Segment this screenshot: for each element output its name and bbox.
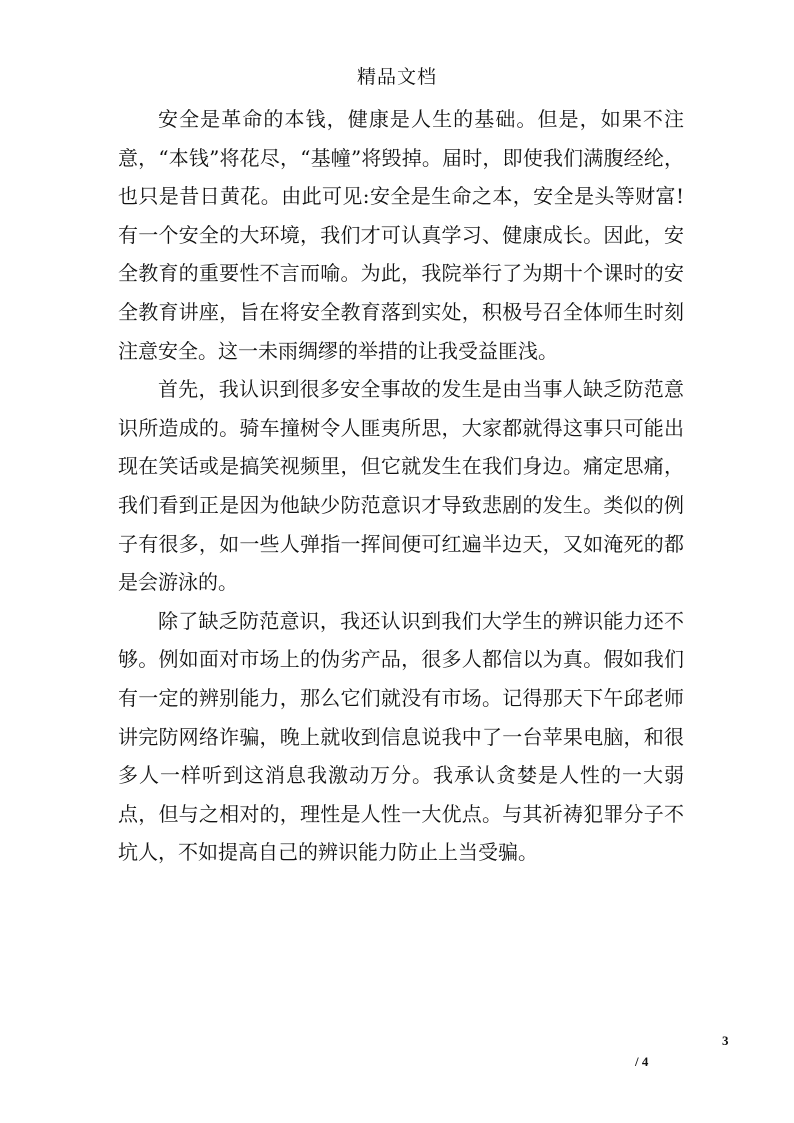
- page-header-title: 精品文档: [356, 66, 437, 88]
- paragraph-discernment: 除了缺乏防范意识，我还认识到我们大学生的辨识能力还不够。例如面对市场上的伪劣产品，很多人都信以为真。假如我们有一定的辨别能力，那么它们就没有市场。记得那天下午邱老师讲完防网络诈骗，晚上就收到信息说我中了一台苹果电脑，和很多人一样听到这消息我激动万分。我承认贪婪是人性的一大弱点，但与之相对的，理性是人性一大优点。与其祈祷犯罪分子不坑人，不如提高自己的辨识能力防止上当受骗。: [118, 608, 684, 865]
- paragraph-awareness: 首先，我认识到很多安全事故的发生是由当事人缺乏防范意识所造成的。骑车撞树令人匪夷所思，大家都就得这事只可能出现在笑话或是搞笑视频里，但它就发生在我们身边。痛定思痛，我们看到正是因为他缺少防范意识才导致悲剧的发生。类似的例子有很多，如一些人弹指一挥间便可红遍半边天，又如淹死的都是会游泳的。: [118, 377, 684, 595]
- page-number: 3: [722, 1033, 729, 1048]
- document-body: [118, 100, 684, 872]
- page-total: / 4: [635, 1054, 649, 1069]
- paragraph-intro: 安全是革命的本钱，健康是人生的基础。但是，如果不注意，“本钱”将花尽，“基幢”将毁掉。届时，即使我们满腹经纶，也只是昔日黄花。由此可见:安全是生命之本，安全是头等财富!有一个安全的大环境，我们才可认真学习、健康成长。因此，安全教育的重要性不言而喻。为此，我院举行了为期十个课时的安全教育讲座，旨在将安全教育落到实处，积极号召全体师生时刻注意安全。这一未雨绸缪的举措的让我受益匪浅。: [118, 107, 684, 363]
